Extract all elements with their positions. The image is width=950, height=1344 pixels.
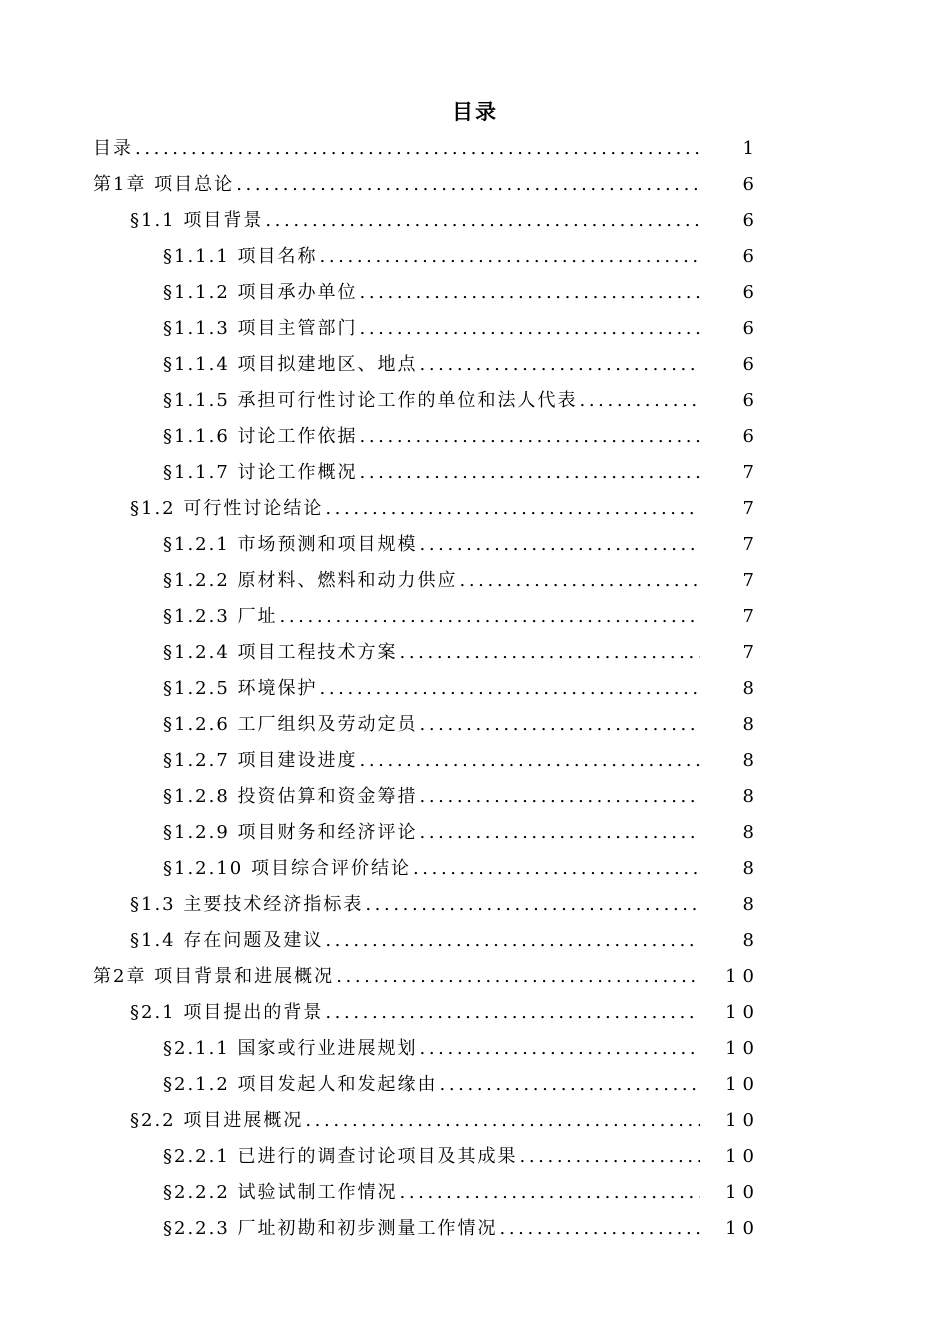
dot-leader — [398, 635, 700, 671]
toc-entry[interactable] — [0, 1175, 950, 1211]
toc-page-number: 7 — [742, 498, 760, 519]
toc-entry[interactable] — [0, 275, 950, 311]
toc-entry[interactable] — [0, 527, 950, 563]
dot-leader — [418, 1031, 700, 1067]
toc-entry-text: §1.1.6 讨论工作依据 — [163, 426, 358, 447]
toc-entry-text: §1.2.3 厂址 — [163, 606, 278, 627]
toc-page-number: 10 — [725, 1002, 760, 1023]
toc-entry-text: 第2章 项目背景和进展概况 — [93, 966, 335, 987]
dot-leader — [358, 275, 700, 311]
toc-page-number: 10 — [725, 1074, 760, 1095]
toc-page-number: 8 — [742, 894, 760, 915]
toc-entry[interactable] — [0, 167, 950, 203]
dot-leader — [318, 239, 700, 275]
dot-leader — [303, 1103, 700, 1139]
dot-leader — [323, 923, 700, 959]
dot-leader — [133, 131, 700, 167]
toc-entry[interactable] — [0, 491, 950, 527]
toc-entry[interactable] — [0, 1211, 950, 1247]
toc-entry-text: §1.1.2 项目承办单位 — [163, 282, 358, 303]
toc-entry[interactable] — [0, 779, 950, 815]
toc-page-number: 10 — [725, 1218, 760, 1239]
dot-leader — [418, 707, 700, 743]
toc-entry-text: §1.2.4 项目工程技术方案 — [163, 642, 398, 663]
toc-entry[interactable] — [0, 707, 950, 743]
toc-entry[interactable] — [0, 203, 950, 239]
toc-entry[interactable] — [0, 419, 950, 455]
toc-page-number: 6 — [742, 354, 760, 375]
dot-leader — [323, 995, 700, 1031]
dot-leader — [498, 1211, 700, 1247]
toc-entry[interactable] — [0, 563, 950, 599]
toc-entry-text: §1.1.5 承担可行性讨论工作的单位和法人代表 — [163, 390, 578, 411]
toc-entry-text: §1.2.5 环境保护 — [163, 678, 318, 699]
dot-leader — [438, 1067, 700, 1103]
dot-leader — [418, 347, 700, 383]
toc-page-number: 8 — [742, 786, 760, 807]
dot-leader — [323, 491, 700, 527]
toc-entry-text: §2.1.1 国家或行业进展规划 — [163, 1038, 418, 1059]
toc-entry-text: §2.1.2 项目发起人和发起缘由 — [163, 1074, 438, 1095]
toc-page-number: 6 — [742, 210, 760, 231]
toc-entry-text: §1.2.1 市场预测和项目规模 — [163, 534, 418, 555]
dot-leader — [418, 527, 700, 563]
dot-leader — [278, 599, 700, 635]
toc-entry[interactable] — [0, 599, 950, 635]
toc-entry-text: §1.1.7 讨论工作概况 — [163, 462, 358, 483]
toc-page-number: 8 — [742, 750, 760, 771]
toc-page-number: 10 — [725, 1110, 760, 1131]
toc-entry-text: §1.2.8 投资估算和资金筹措 — [163, 786, 418, 807]
toc-entry[interactable] — [0, 1103, 950, 1139]
toc-entry-text: §1.2.9 项目财务和经济评论 — [163, 822, 418, 843]
toc-entry-text: §1.2.6 工厂组织及劳动定员 — [163, 714, 418, 735]
toc-entry[interactable] — [0, 455, 950, 491]
toc-entry[interactable] — [0, 671, 950, 707]
toc-entry[interactable] — [0, 1067, 950, 1103]
toc-page-number: 8 — [742, 678, 760, 699]
toc-entry[interactable] — [0, 347, 950, 383]
toc-page-number: 10 — [725, 1038, 760, 1059]
dot-leader — [418, 779, 700, 815]
toc-entry-text: §1.2.10 项目综合评价结论 — [163, 858, 411, 879]
toc-entry-text: §2.2.2 试验试制工作情况 — [163, 1182, 398, 1203]
toc-entry-text: §1.3 主要技术经济指标表 — [130, 894, 364, 915]
dot-leader — [358, 311, 700, 347]
toc-entry[interactable] — [0, 887, 950, 923]
toc-entry-text: 目录 — [93, 138, 133, 159]
dot-leader — [518, 1139, 700, 1175]
toc-entry-text: §1.2 可行性讨论结论 — [130, 498, 324, 519]
toc-page-number: 10 — [725, 1146, 760, 1167]
toc-entry-text: §1.1.1 项目名称 — [163, 246, 318, 267]
toc-entry[interactable] — [0, 1031, 950, 1067]
toc-page-number: 1 — [742, 138, 760, 159]
toc-entry-text: §2.2.3 厂址初勘和初步测量工作情况 — [163, 1218, 498, 1239]
toc-page-number: 8 — [742, 930, 760, 951]
toc-page-number: 6 — [742, 426, 760, 447]
dot-leader — [263, 203, 700, 239]
dot-leader — [234, 167, 700, 203]
toc-entry[interactable] — [0, 959, 950, 995]
toc-page-number: 8 — [742, 714, 760, 735]
dot-leader — [358, 419, 700, 455]
toc-entry-text: §1.1.3 项目主管部门 — [163, 318, 358, 339]
toc-page-number: 6 — [742, 246, 760, 267]
toc-entry-text: 第1章 项目总论 — [93, 174, 235, 195]
toc-entry-text: §1.4 存在问题及建议 — [130, 930, 324, 951]
toc-title: 目录 — [452, 99, 498, 124]
dot-leader — [334, 959, 700, 995]
dot-leader — [358, 743, 700, 779]
table-of-contents — [0, 131, 950, 1247]
toc-page-number: 6 — [742, 390, 760, 411]
toc-page-number: 7 — [742, 606, 760, 627]
toc-entry-text: §1.1 项目背景 — [130, 210, 264, 231]
toc-entry-text: §2.2 项目进展概况 — [130, 1110, 304, 1131]
toc-entry[interactable] — [0, 383, 950, 419]
toc-entry-text: §1.2.2 原材料、燃料和动力供应 — [163, 570, 458, 591]
toc-entry[interactable] — [0, 1139, 950, 1175]
dot-leader — [458, 563, 700, 599]
toc-entry[interactable] — [0, 239, 950, 275]
toc-entry[interactable] — [0, 815, 950, 851]
toc-page-number: 7 — [742, 534, 760, 555]
toc-entry[interactable] — [0, 635, 950, 671]
toc-page-number: 7 — [742, 642, 760, 663]
toc-entry-text: §2.1 项目提出的背景 — [130, 1002, 324, 1023]
dot-leader — [411, 851, 700, 887]
toc-entry-text: §1.2.7 项目建设进度 — [163, 750, 358, 771]
toc-page-number: 6 — [742, 174, 760, 195]
dot-leader — [578, 383, 700, 419]
toc-entry[interactable] — [0, 923, 950, 959]
dot-leader — [318, 671, 700, 707]
toc-page-number: 7 — [742, 570, 760, 591]
toc-entry-text: §2.2.1 已进行的调查讨论项目及其成果 — [163, 1146, 518, 1167]
toc-page-number: 6 — [742, 282, 760, 303]
toc-entry[interactable] — [0, 995, 950, 1031]
toc-entry-text: §1.1.4 项目拟建地区、地点 — [163, 354, 418, 375]
toc-entry[interactable] — [0, 131, 950, 167]
toc-entry[interactable] — [0, 311, 950, 347]
toc-page-number: 7 — [742, 462, 760, 483]
toc-page-number: 8 — [742, 858, 760, 879]
toc-page-number: 8 — [742, 822, 760, 843]
dot-leader — [358, 455, 700, 491]
toc-page-number: 10 — [725, 966, 760, 987]
toc-entry[interactable] — [0, 743, 950, 779]
dot-leader — [418, 815, 700, 851]
toc-page-number: 10 — [725, 1182, 760, 1203]
dot-leader — [363, 887, 700, 923]
dot-leader — [398, 1175, 700, 1211]
toc-page-number: 6 — [742, 318, 760, 339]
toc-entry[interactable] — [0, 851, 950, 887]
